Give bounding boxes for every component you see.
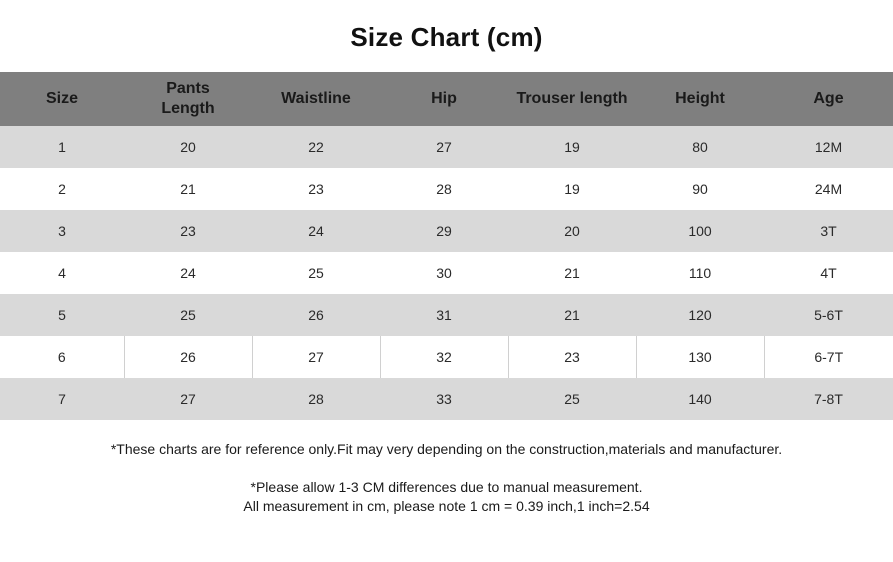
cell-size: 7 [0, 378, 124, 420]
cell-age: 7-8T [764, 378, 893, 420]
cell-height: 110 [636, 252, 764, 294]
table-row [0, 336, 893, 378]
reference-note: *These charts are for reference only.Fit may very depending on the construction,materials and manufacturer. [110, 441, 783, 457]
cell-height: 130 [636, 336, 764, 378]
page-title: Size Chart (cm) [350, 22, 543, 52]
cell-height: 140 [636, 378, 764, 420]
column-header-trouser-length: Trouser length [508, 72, 636, 126]
cell-trouser-length: 21 [508, 294, 636, 336]
column-header-size: Size [0, 72, 124, 126]
table-row [0, 378, 893, 420]
cell-age: 5-6T [764, 294, 893, 336]
cell-waistline: 22 [252, 126, 380, 168]
conversion-note: All measurement in cm, please note 1 cm = 0.39 inch,1 inch=2.54 [243, 498, 650, 514]
cell-age: 24M [764, 168, 893, 210]
table-row [0, 168, 893, 210]
column-header-height: Height [636, 72, 764, 126]
cell-height: 100 [636, 210, 764, 252]
cell-size: 6 [0, 336, 124, 378]
cell-pants-length: 24 [124, 252, 252, 294]
cell-waistline: 27 [252, 336, 380, 378]
size-chart-table [0, 72, 893, 420]
allowance-note: *Please allow 1-3 CM differences due to manual measurement. [250, 479, 643, 495]
cell-age: 12M [764, 126, 893, 168]
table-header-row [0, 72, 893, 126]
cell-trouser-length: 23 [508, 336, 636, 378]
cell-hip: 27 [380, 126, 508, 168]
cell-hip: 33 [380, 378, 508, 420]
cell-age: 6-7T [764, 336, 893, 378]
column-header-waistline: Waistline [252, 72, 380, 126]
cell-hip: 31 [380, 294, 508, 336]
table-row [0, 294, 893, 336]
cell-height: 90 [636, 168, 764, 210]
cell-size: 2 [0, 168, 124, 210]
cell-trouser-length: 21 [508, 252, 636, 294]
cell-pants-length: 27 [124, 378, 252, 420]
cell-trouser-length: 19 [508, 168, 636, 210]
cell-height: 120 [636, 294, 764, 336]
cell-size: 1 [0, 126, 124, 168]
cell-pants-length: 20 [124, 126, 252, 168]
cell-hip: 28 [380, 168, 508, 210]
column-header-hip: Hip [380, 72, 508, 126]
cell-pants-length: 26 [124, 336, 252, 378]
cell-waistline: 25 [252, 252, 380, 294]
cell-pants-length: 23 [124, 210, 252, 252]
table-row [0, 126, 893, 168]
column-header-age: Age [764, 72, 893, 126]
cell-age: 4T [764, 252, 893, 294]
cell-pants-length: 25 [124, 294, 252, 336]
column-header-pants-length: Pants Length [124, 72, 252, 126]
cell-waistline: 24 [252, 210, 380, 252]
cell-trouser-length: 20 [508, 210, 636, 252]
cell-hip: 30 [380, 252, 508, 294]
cell-hip: 29 [380, 210, 508, 252]
cell-hip: 32 [380, 336, 508, 378]
cell-age: 3T [764, 210, 893, 252]
cell-size: 4 [0, 252, 124, 294]
cell-waistline: 28 [252, 378, 380, 420]
cell-waistline: 26 [252, 294, 380, 336]
cell-trouser-length: 19 [508, 126, 636, 168]
cell-waistline: 23 [252, 168, 380, 210]
cell-size: 5 [0, 294, 124, 336]
cell-pants-length: 21 [124, 168, 252, 210]
table-row [0, 210, 893, 252]
cell-trouser-length: 25 [508, 378, 636, 420]
cell-size: 3 [0, 210, 124, 252]
table-row [0, 252, 893, 294]
cell-height: 80 [636, 126, 764, 168]
